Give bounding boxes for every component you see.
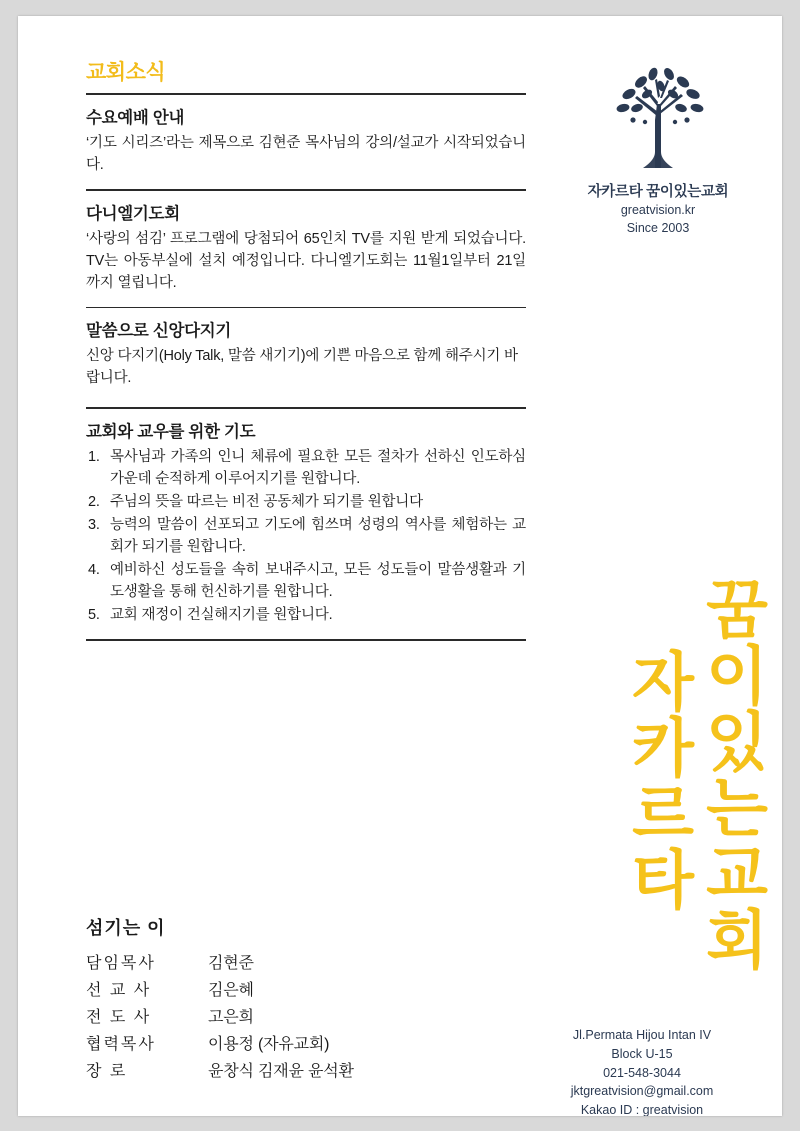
staff-role: 장 로 [86, 1063, 128, 1080]
address-line-1: Jl.Permata Hijou Intan IV [572, 1028, 712, 1042]
logo-church-name: 자카르타 꿈이있는교회 [587, 184, 729, 200]
news-heading: 수요예배 안내 [86, 109, 185, 127]
church-news-section [86, 56, 526, 641]
table-row [86, 948, 354, 975]
news-body: 신앙 다지기(Holy Talk, 말씀 새기기)에 기쁜 마음으로 함께 해주시기 바랍니다. [86, 348, 518, 387]
address-line-2: Block U-15 [611, 1046, 673, 1061]
prayer-list [86, 446, 526, 626]
staff-name: 고은희 [208, 1009, 254, 1026]
prayer-block [86, 418, 526, 626]
table-row [86, 1029, 354, 1056]
news-heading: 말씀으로 신앙다지기 [86, 322, 232, 341]
news-body: ‘사랑의 섬김’ 프로그램에 당첨되어 65인치 TV를 지원 받게 되었습니다. TV는 아동부실에 설치 예정입니다. 다니엘기도회는 11월1일부터 21일까지 열립니다. [86, 230, 526, 291]
prayer-item: 능력의 말씀이 선포되고 기도에 힘쓰며 성령의 역사를 체험하는 교회가 되기를 원합니다. [110, 516, 526, 555]
staff-name: 윤창식 김재윤 윤석환 [208, 1063, 354, 1080]
prayer-heading: 교회와 교우를 위한 기도 [86, 422, 256, 441]
vertical-title-line-2: 자카르타 [622, 648, 694, 912]
section-end-divider [86, 639, 526, 641]
staff-role: 전 도 사 [86, 1009, 152, 1026]
table-row [86, 1056, 354, 1083]
staff-role: 담임목사 [86, 955, 156, 972]
prayer-item: 교회 재정이 건실해지기를 원합니다. [110, 606, 333, 623]
staff-name: 이용정 (자유교회) [208, 1036, 330, 1053]
title-divider [86, 93, 526, 95]
prayer-item: 목사님과 가족의 인니 체류에 필요한 모든 절차가 선하신 인도하심 가운데 순적하게 이루어지기를 원합니다. [110, 448, 526, 487]
logo-website: greatvision.kr [620, 203, 696, 217]
tree-icon [599, 64, 717, 174]
news-block-daniel-prayer [86, 200, 526, 294]
church-logo [558, 64, 758, 237]
contact-block [518, 1026, 766, 1116]
news-block-wednesday-service [86, 104, 526, 176]
staff-role: 선 교 사 [86, 982, 152, 999]
prayer-item: 주님의 뜻을 따르는 비전 공동체가 되기를 원합니다 [110, 493, 423, 510]
table-row [86, 1002, 354, 1029]
email-address: jktgreatvision@gmail.com [570, 1084, 714, 1099]
staff-role: 협력목사 [86, 1036, 156, 1053]
news-body: ‘기도 시리즈’라는 제목으로 김현준 목사님의 강의/설교가 시작되었습니다. [86, 135, 526, 174]
vertical-title-line-1: 꿈이있는교회 [696, 576, 768, 972]
bulletin-page [18, 16, 782, 1116]
staff-section [86, 914, 506, 1083]
news-heading: 다니엘기도회 [86, 204, 180, 223]
kakao-id: Kakao ID : greatvision [580, 1103, 704, 1116]
staff-table [86, 948, 354, 1083]
block-divider-2 [86, 307, 526, 309]
staff-name: 김현준 [208, 955, 254, 972]
block-divider-1 [86, 189, 526, 191]
phone-number: 021-548-3044 [603, 1065, 681, 1080]
block-divider-3 [86, 407, 526, 409]
page-title: 교회소식 [86, 61, 166, 84]
table-row [86, 975, 354, 1002]
staff-heading: 섬기는 이 [86, 918, 166, 938]
news-block-word-faith [86, 317, 526, 389]
logo-since: Since 2003 [626, 220, 690, 235]
prayer-item: 예비하신 성도들을 속히 보내주시고, 모든 성도들이 말씀생활과 기도생활을 통해 헌신하기를 원합니다. [110, 561, 526, 600]
staff-name: 김은혜 [208, 982, 254, 999]
vertical-church-title [538, 556, 768, 996]
